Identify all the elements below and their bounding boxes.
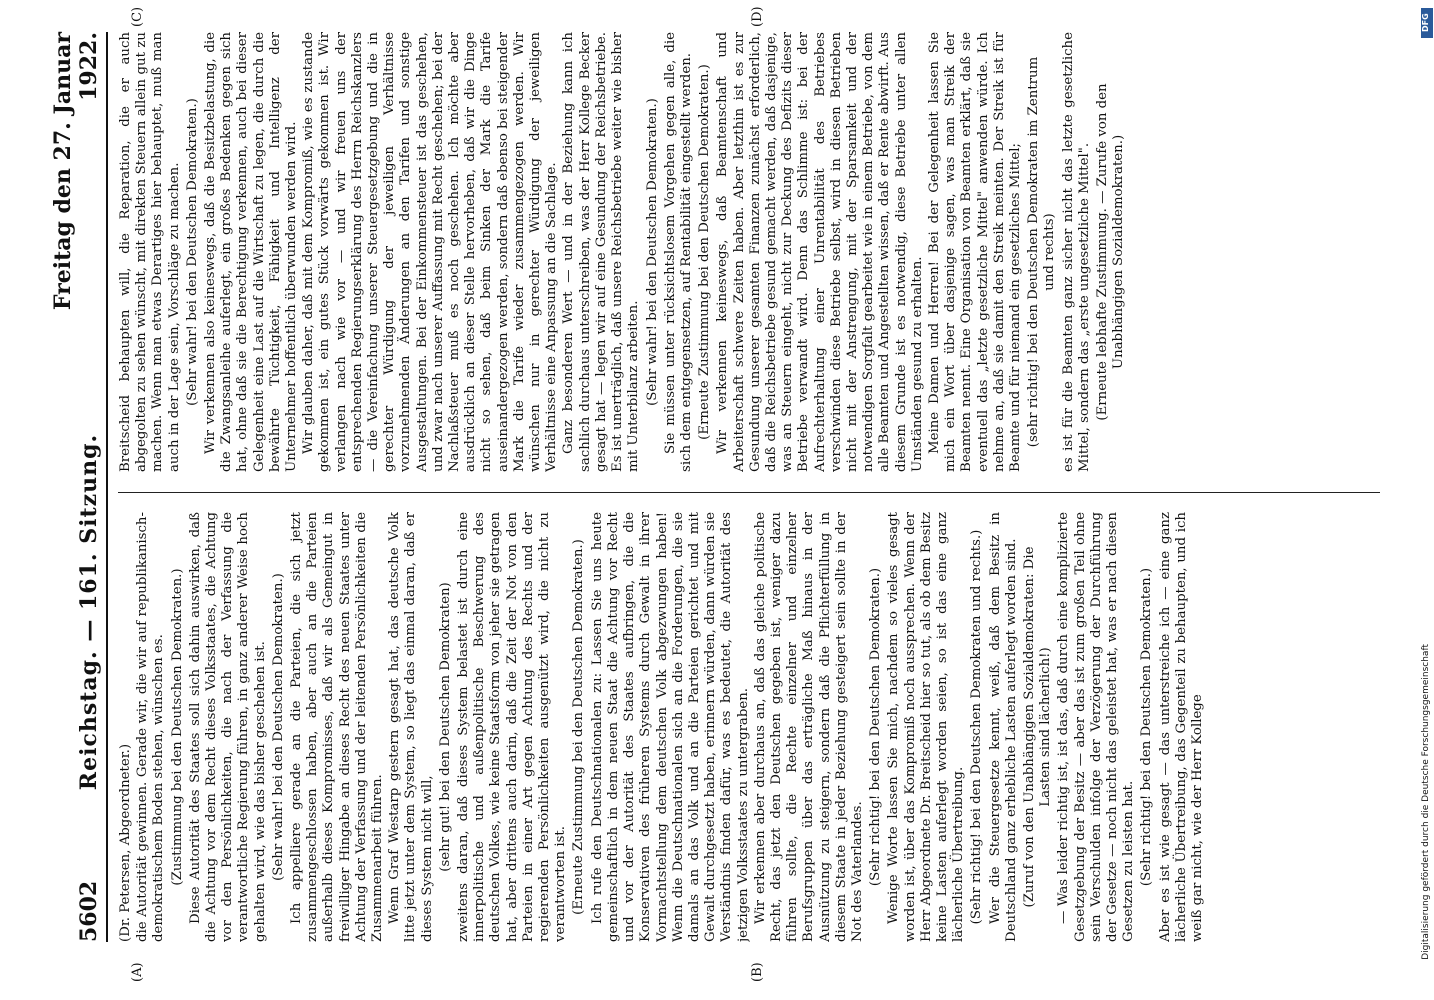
- paragraph: Ganz besonderen Wert — und in der Beziehung kann ich sachlich durchaus unterschreiben, was der Herr Kollege Becker gesagt hat — legen wir auf eine Gesundung der Reichsbetriebe. Es ist unerträglich, daß unsere Reichsbetriebe weiter wie bisher mit Unterbilanz arbeiten.: [561, 32, 642, 472]
- paragraph: es ist für die Beamten ganz sicher nicht das letzte gesetzliche Mittel, sondern das „erste ungesetzliche Mittel".: [1060, 32, 1092, 472]
- left-text-column: [118, 512, 1380, 942]
- paragraph: Breitscheid behaupten will, die Reparation, die er auch abgegolten zu sehen wünscht, mit direkten Steuern allein gut zu machen. Wenn man etwas Derartiges hier behauptet, muß man auch in der Lage sein, Vorschläge zu machen.: [118, 32, 182, 472]
- dfg-logo: DFG: [1421, 8, 1433, 38]
- paragraph: Wir erkennen aber durchaus an, daß das gleiche politische Recht, das jetzt den Deutschen gegeben ist, weniger dazu führen sollte, die Rechte einzelner und einzelner Berufsgruppen über das erträgliche Maß hinaus in der Ausnützung zu steigern, sondern daß die Pflichterfüllung in diesem Staate in jeder Beziehung gesteigert sein sollte in der Not des Vaterlandes.: [752, 512, 865, 942]
- interjection: (Sehr wahr! bei den Deutschen Demokraten.): [270, 573, 286, 881]
- digitization-credit: Digitalisierung gefördert durch die Deutsche Forschungsgemeinschaft: [1421, 644, 1431, 960]
- paragraph: Ich appelliere gerade an die Parteien, die sich jetzt zusammengeschlossen haben, aber auch an die Parteien außerhalb dieses Kompromisses, daß wir als Gemeingut in freiwilliger Hingabe an dieses Recht des neuen Staates unter Achtung der Verfassung und der leitenden Persönlichkeiten die Zusammenarbeit führen.: [289, 512, 386, 942]
- page-running-title: Reichstag. — 161. Sitzung.: [76, 433, 102, 791]
- margin-mark-c: (C): [130, 6, 145, 27]
- paragraph: Wenige Worte lassen Sie mich, nachdem so vieles gesagt worden ist, über das Kompromiß noch aussprechen. Wenn der Herr Abgeordnete Dr. Breitscheid hier so tut, als ob dem Besitz keine Lasten auferlegt worden seien, so ist das eine ganz lächerliche Übertreibung.: [886, 512, 967, 942]
- paragraph: Meine Damen und Herren! Bei der Gelegenheit lassen Sie mich ein Wort über dasjenige sagen, was man Streik der Beamten nennt. Eine Organisation von Beamten erklärt, daß sie eventuell das „letzte gesetzliche Mittel" anwenden würde. Ich nehme an, daß sie damit den Streik meinten. Der Streik ist für Beamte und für niemand ein gesetzliches Mittel;: [926, 32, 1023, 472]
- paragraph: Aber es ist wie gesagt — das unterstreiche ich — eine ganz lächerliche Übertreibung, das Gegenteil zu behaupten, und ich weiß gar nicht, wie der Herr Kollege: [1157, 512, 1205, 942]
- paragraph: — Was leider richtig ist, ist das, daß durch eine komplizierte Gesetzgebung der Besitz — aber das ist zum großen Teil ohne sein Verschulden infolge der Verzögerung der Durchführung der Gesetze — noch nicht das geleistet hat, was er nach diesen Gesetzen zu leisten hat.: [1056, 512, 1137, 942]
- paragraph: die Autorität gewinnen. Gerade wir, die wir auf republikanisch-demokratischem Boden stehen, wünschen es.: [135, 512, 167, 942]
- paragraph: (Dr. Petersen, Abgeordneter.): [118, 743, 133, 942]
- interjection: (Sehr wahr! bei den Deutschen Demokraten.): [644, 98, 660, 406]
- paragraph: Ich rufe den Deutschnationalen zu: Lassen Sie uns heute gemeinschaftlich in dem neuen Staat die Achtung vor Recht und vor der Autorität des Staates aufbringen, die die Konservativen des früheren Systems durch Gewalt in ihrer Vormachtstellung dem deutschen Volk abgezwungen haben! Wenn die Deutschnationalen sich an die Forderungen, die sie damals an das Volk und an die Parteien gerichtet und mit Gewalt durchgesetzt haben, erinnern würden, dann würden sie Verständnis finden dafür, was es bedeutet, die Autorität des jetzigen Volksstaates zu untergraben.: [589, 512, 751, 942]
- paragraph: Wer die Steuergesetze kennt, weiß, daß dem Besitz in Deutschland ganz erhebliche Lasten auferlegt worden sind.: [987, 512, 1019, 942]
- page-body: [50, 6, 1400, 982]
- digitization-sidebar: [1421, 0, 1434, 1000]
- paragraph: Wir verkennen also keineswegs, daß die Besitzbelastung, die die Zwangsanleihe auferlegt, ein großes Bedenken gegen sich hat, ohne daß sie die Berechtigung verkennen, auch bei dieser Gelegenheit eine Last auf die Wirtschaft zu legen, die durch die bewährte Tüchtigkeit, Fähigkeit und Intelligenz der Unternehmer hoffentlich überwunden werden wird.: [203, 32, 300, 472]
- paragraph: Wir verkennen keineswegs, daß Beamtenschaft und Arbeiterschaft schwere Zeiten haben. Aber letzthin ist es zur Gesundung unserer gesamten Finanzen zunächst erforderlich, daß die Reichsbetriebe gesund gemacht werden, daß dasjenige, was an Steuern eingeht, nicht zur Deckung des Defizits dieser Betriebe verwandt wird. Denn das Schlimme ist: bei der Aufrechterhaltung einer Unrentabilität des Betriebes verschwinden diese Betriebe selbst, wird in diesen Betrieben nicht mit der Anstrengung, mit der Sparsamkeit und der notwendigen Sorgfalt gearbeitet wie in einem Betriebe, von dem alle Beamten und Angestellten wissen, daß er Rente abwirft. Aus diesem Grunde ist es notwendig, diese Betriebe unter allen Umständen gesund zu erhalten.: [715, 32, 925, 472]
- interjection: (Sehr richtig! bei den Deutschen Demokraten.): [868, 567, 884, 887]
- interjection: (sehr gut! bei den Deutschen Demokraten): [437, 582, 453, 872]
- interjection: (Erneute Zustimmung bei den Deutschen Demokraten.): [697, 64, 713, 440]
- margin-mark-d: (D): [750, 6, 765, 27]
- interjection: (Erneute lebhafte Zustimmung. — Zurufe von den Unabhängigen Sozialdemokraten.): [1094, 83, 1127, 421]
- interjection: (Zustimmung bei den Deutschen Demokraten.): [169, 568, 185, 886]
- page-header: [50, 32, 108, 942]
- margin-mark-a: (A): [130, 962, 145, 982]
- page-number: 5602: [76, 880, 102, 942]
- interjection: (Sehr richtig! bei den Deutschen Demokraten.): [1139, 567, 1155, 887]
- column-divider: [118, 492, 1380, 493]
- paragraph: Wenn Graf Westarp gestern gesagt hat, das deutsche Volk litte jetzt unter dem System, so liegt das einmal daran, daß er dieses System nicht will,: [387, 512, 435, 942]
- paragraph: zweitens daran, daß dieses System belastet ist durch eine innerpolitische und außenpolitische Beschwerung des deutschen Volkes, wie keine Staatsform von jeher sie getragen hat, aber drittens auch darin, daß die Zeit der Not von den Parteien in einer Art gegen Achtung des Rechts und der regierenden Persönlichkeiten ausgenützt wird, die nicht zu verantworten ist.: [456, 512, 569, 942]
- margin-mark-b: (B): [750, 962, 765, 982]
- interjection: (Zuruf von den Unabhängigen Sozialdemokraten: Die Lasten sind lächerlich!): [1021, 546, 1054, 908]
- interjection: (Erneute Zustimmung bei den Deutschen Demokraten.): [571, 539, 587, 915]
- right-text-column: [118, 32, 1380, 472]
- paragraph: Diese Autorität des Staates soll sich dahin auswirken, daß die Achtung vor dem Recht dieses Volksstaates, die Achtung vor den Persönlichkeiten, die nach der Verfassung die verantwortliche Regierung führen, in ganz anderer Weise hoch gehalten wird, wie das bisher geschehen ist.: [187, 512, 268, 942]
- paragraph: Wir glauben daher, daß mit dem Kompromiß, wie es zustande gekommen ist, ein gutes Stück vorwärts gekommen ist. Wir verlangen nach wie vor — und wir freuen uns der entsprechenden Regierungserklärung des Herrn Reichskanzlers — die Vereinfachung unserer Steuergesetzgebung und die in gerechter Würdigung der jeweiligen Verhältnisse vorzunehmenden Änderungen an den Tarifen und sonstige Ausgestaltungen. Bei der Einkommensteuer ist das geschehen, und zwar nach unserer Auffassung mit Recht geschehen; bei der Nachlaßsteuer muß es noch geschehen. Ich möchte aber ausdrücklich an dieser Stelle hervorheben, daß wir die Dinge nicht so sehen, daß beim Sinken der Mark die Tarife auseinandergezogen werden, sondern daß ebenso bei steigender Mark die Tarife wieder zusammengezogen werden. Wir wünschen nur in gerechter Würdigung der jeweiligen Verhältnisse eine Anpassung an die Sachlage.: [301, 32, 560, 472]
- interjection: (sehr richtig! bei den Deutschen Demokraten im Zentrum und rechts): [1026, 56, 1058, 448]
- interjection: (Sehr wahr! bei den Deutschen Demokraten.): [184, 98, 200, 406]
- paragraph: Sie müssen unter rücksichtslosem Vorgehen gegen alle, die sich dem entgegensetzen, auf Rentabilität eingestellt werden.: [662, 32, 694, 472]
- interjection: (Sehr richtig! bei den Deutschen Demokraten und rechts.): [969, 529, 985, 925]
- page-date: Freitag den 27. Januar 1922.: [50, 32, 102, 311]
